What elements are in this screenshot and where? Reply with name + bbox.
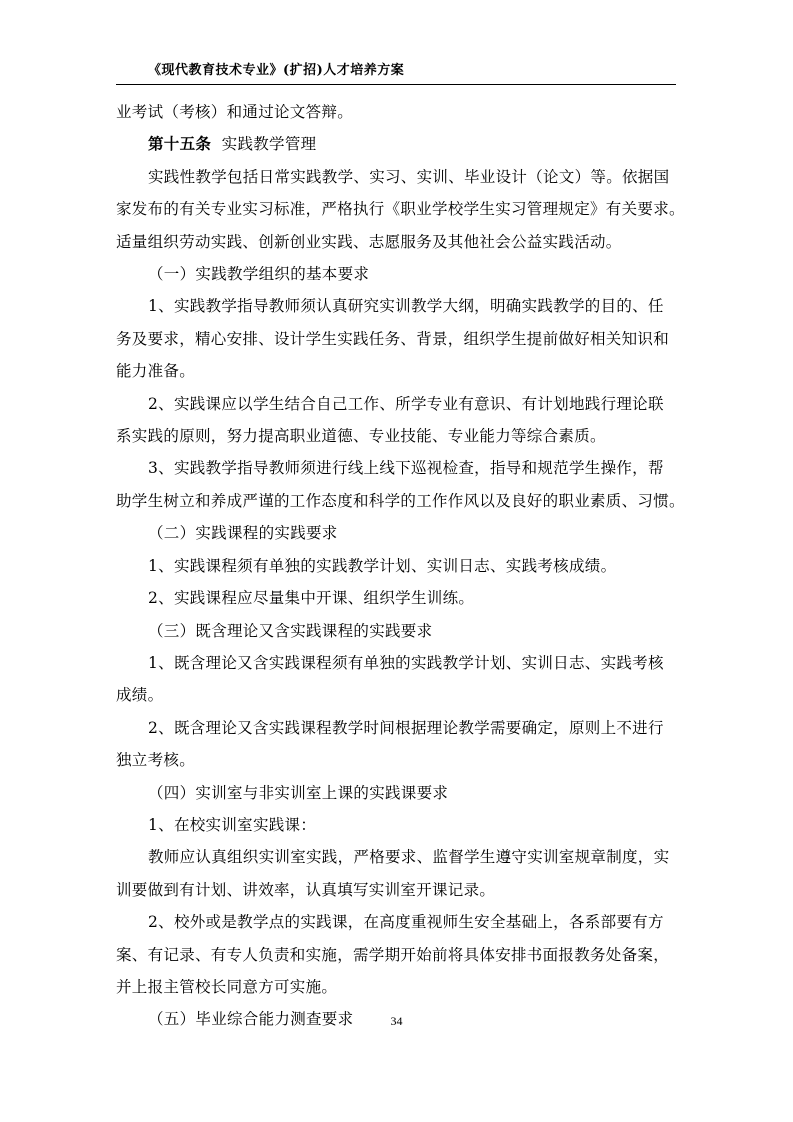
header-rule xyxy=(116,84,676,85)
text-line: 2、既含理论又含实践课程教学时间根据理论教学需要确定，原则上不进行 xyxy=(148,718,664,737)
text-line: 家发布的有关专业实习标准，严格执行《职业学校学生实习管理规定》有关要求。 xyxy=(116,200,685,219)
text-line: 2、实践课应以学生结合自己工作、所学专业有意识、有计划地践行理论联 xyxy=(148,394,664,413)
text-line: 系实践的原则，努力提高职业道德、专业技能、专业能力等综合素质。 xyxy=(116,427,606,446)
text-line: （二）实践课程的实践要求 xyxy=(148,524,338,543)
text-line: 助学生树立和养成严谨的工作态度和科学的工作作风以及良好的职业素质、习惯。 xyxy=(116,491,685,510)
text-line: 2、实践课程应尽量集中开课、组织学生训练。 xyxy=(148,589,475,608)
page-number: 34 xyxy=(390,1014,403,1028)
text-line: 3、实践教学指导教师须进行线上线下巡视检查，指导和规范学生操作，帮 xyxy=(148,459,664,478)
text-line: 案、有记录、有专人负责和实施，需学期开始前将具体安排书面报教务处备案， xyxy=(116,945,670,964)
text-line xyxy=(116,128,676,160)
running-header: 《现代教育技术专业》(扩招)人才培养方案 xyxy=(148,63,405,78)
text-line: 业考试（考核）和通过论文答辩。 xyxy=(116,103,354,121)
text-line: （一）实践教学组织的基本要求 xyxy=(148,265,370,284)
text-line: 1、实践教学指导教师须认真研究实训教学大纲，明确实践教学的目的、任 xyxy=(148,297,664,316)
text-line: 适量组织劳动实践、创新创业实践、志愿服务及其他社会公益实践活动。 xyxy=(116,232,622,251)
text-line: 训要做到有计划、讲效率，认真填写实训室开课记录。 xyxy=(116,880,496,899)
text-line: 并上报主管校长同意方可实施。 xyxy=(116,977,338,996)
article-number: 第十五条 xyxy=(148,134,212,154)
article-title: 实践教学管理 xyxy=(211,135,317,154)
text-line: 2、校外或是教学点的实践课，在高度重视师生安全基础上，各系部要有方 xyxy=(148,913,664,932)
text-line: 教师应认真组织实训室实践，严格要求、监督学生遵守实训室规章制度，实 xyxy=(148,848,670,867)
text-line: （五）毕业综合能力测查要求 xyxy=(148,1010,354,1029)
text-line: 务及要求，精心安排、设计学生实践任务、背景，组织学生提前做好相关知识和 xyxy=(116,329,670,348)
text-line: 能力准备。 xyxy=(116,362,196,381)
text-line: 成绩。 xyxy=(116,686,164,705)
text-line: （三）既含理论又含实践课程的实践要求 xyxy=(148,621,433,640)
text-line: （四）实训室与非实训室上课的实践课要求 xyxy=(148,783,449,802)
document-body xyxy=(116,96,685,1036)
text-line: 实践性教学包括日常实践教学、实习、实训、毕业设计（论文）等。依据国 xyxy=(148,167,670,186)
text-line: 独立考核。 xyxy=(116,751,196,770)
text-line: 1、既含理论又含实践课程须有单独的实践教学计划、实训日志、实践考核 xyxy=(148,653,664,672)
text-line: 1、在校实训室实践课： xyxy=(148,815,317,834)
text-line: 1、实践课程须有单独的实践教学计划、实训日志、实践考核成绩。 xyxy=(148,556,617,575)
